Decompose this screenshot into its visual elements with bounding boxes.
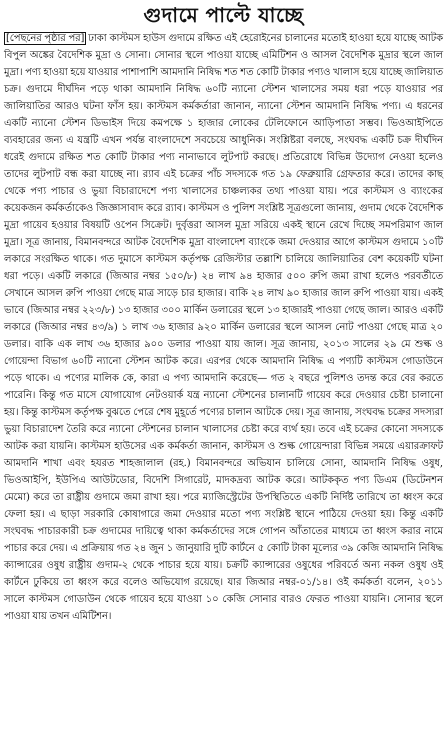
headline: গুদামে পাল্টে যাচ্ছে (143, 3, 304, 27)
article-body (4, 30, 443, 625)
article-body-text: ঢাকা কাস্টমস হাউস গুদামে রক্ষিত এই হেরোইনের চালানের মতোই হাওয়া হয়ে যাচ্ছে আটক বিপুল অঙ্কের বৈদেশিক মুদ্রা ও সোনা। সোনার স্থলে পাওয়া যাচ্ছে এমিটিশন ও আসল বৈদেশিক মুদ্রার স্থলে জাল মুদ্রা। পণ্য হাওয়া হয়ে যাওয়ার পাশাপাশি আমদানি নিষিদ্ধ শত শত কোটি টাকার পণ্যও খালাস হয়ে যাচ্ছে জালিয়াত চক্র। গুদামে দীর্ঘদিন পড়ে থাকা আমদানি নিষিদ্ধ ৬০টি ন্যানো স্টেশন খালাসের সময় ধরা পড়ে যাওয়ার পর জালিয়াতির আরও ঘটনা ফাঁস হয়। কাস্টমস কর্মকর্তারা জানান, ন্যানো স্টেশন আমদানি নিষিদ্ধ পণ্য। এ ধরনের একটি ন্যানো স্টেশন ডিভাইস দিয়ে কমপক্ষে ১ হাজার লোকের টেলিফোনে আড়িপাতা সম্ভব। ভিওআইপিতে ব্যবহারের জন্য এ যন্ত্রটি এখন পর্যন্ত বাংলাদেশে সবচেয়ে আধুনিক। সংশ্লিষ্টরা বলছে, সংঘবদ্ধ একটি চক্র দীর্ঘদিন ধরেই গুদামে রক্ষিত শত কোটি টাকার পণ্য নানাভাবে লুটপাট করছে। প্রতিরোধে বিভিন্ন উদ্যোগ নেওয়া হলেও তাদের লুটপাট বন্ধ করা যাচ্ছে না। র‌্যাব এই চক্রের পাঁচ সদস্যকে গত ১৯ ফেব্রুয়ারি গ্রেফতার করে। তাদের কাছ থেকে পণ্য পাচার ও ভুয়া বিচারাদেশে পণ্য খালাসের চাঞ্চল্যকর তথ্য পাওয়া যায়। পরে কাস্টমস ও ব্যাংকের কয়েকজন কর্মকর্তাকেও জিজ্ঞাসাবাদ করে র‌্যাব। কাস্টমস ও পুলিশ সংশ্লিষ্ট সূত্রগুলো জানায়, গুদাম থেকে বৈদেশিক মুদ্রা গায়েব হওয়ার বিষয়টি ওপেন সিক্রেট। দুর্বৃত্তরা আসল মুদ্রা সরিয়ে একই স্থানে রেখে দিচ্ছে সমপরিমাণ জাল মুদ্রা। সূত্র জানায়, বিমানবন্দরে আটক বৈদেশিক মুদ্রা বাংলাদেশ ব্যাংকে জমা দেওয়ার আগে কাস্টমস গুদামে ১০টি লকারে সংরক্ষিত থাকে। গত দুমাসে কাস্টমস কর্তৃপক্ষ রেজিস্টার তল্লাশি চালিয়ে জালিয়াতির বেশ কয়েকটি ঘটনা ধরা পড়ে। একটি লকারে (জিআর নম্বর ১৫০/৮) ২৪ লাখ ৯৪ হাজার ৫০০ রুপি জমা রাখা হলেও পরবর্তীতে সেখানে আসল রুপি পাওয়া গেছে মাত্র সাড়ে চার হাজার। বাকি ২৪ লাখ ৯০ হাজার জাল রুপি পাওয়া যায়। একই ভাবে (জিআর নম্বর ২২৩/৮) ১৩ হাজার ৩০০ মার্কিন ডলারের স্থলে ১৩ হাজারই পাওয়া গেছে জাল। আরও একটি লকারে (জিআর নম্বর ৪৩/৯) ১ লাখ ৩৬ হাজার ৯২০ মার্কিন ডলারের স্থলে আসল নোট পাওয়া গেছে মাত্র ২০ ডলার। বাকি এক লাখ ৩৬ হাজার ৯০০ ডলার পাওয়া যায় জাল। সূত্র জানায়, ২০১৩ সালের ২৯ মে শুল্ক ও গোয়েন্দা বিভাগ ৬০টি ন্যানো স্টেশন আটক করে। এরপর থেকে আমদানি নিষিদ্ধ এ পণ্যটি কাস্টমস গোডাউনে পড়ে থাকে। এ পণ্যের মালিক কে, কারা এ পণ্য আমদানি করেছে— গত ২ বছরে পুলিশও তদন্ত করে বের করতে পারেনি। কিন্তু গত মাসে যোগাযোগ নেটওয়ার্ক যন্ত্র ন্যানো স্টেশনের চালানটি গায়েব করে দেওয়ার চেষ্টা চালানো হয়। কিন্তু কাস্টমস কর্তৃপক্ষ বুঝতে পেরে শেষ মুহূর্তে পণ্যের চালান আটকে দেয়। সূত্র জানায়, সংঘবদ্ধ চক্রের সদস্যরা ভুয়া বিচারাদেশ তৈরি করে ন্যানো স্টেশনের চালান খালাসের চেষ্টা করে ব্যর্থ হয়। তবে এই চক্রের কোনো সদস্যকে আটক করা যায়নি। কাস্টমস হাউসের এক কর্মকর্তা জানান, কাস্টমস ও শুল্ক গোয়েন্দারা বিভিন্ন সময়ে এয়ারক্রাফট আমদানি শাখা এবং হযরত শাহজালাল (রহ.) বিমানবন্দরে অভিযান চালিয়ে সোনা, আমদানি নিষিদ্ধ ওষুধ, ভিওআইপি, ইউপিএ আউটডোর, বিদেশি সিগারেট, মাদকদ্রব্য আটক করে। আটককৃত পণ্য ডিএম (ডিটেনশন মেমো) করে তা রাষ্ট্রীয় গুদামে জমা রাখা হয়। পরে ম্যাজিস্ট্রেটের উপস্থিতিতে একটি নির্দিষ্ট তারিখে তা ধ্বংস করে ফেলা হয়। এ ছাড়া সরকারি কোষাগারে জমা দেওয়ার মতো পণ্য সংশ্লিষ্ট স্থানে পাঠিয়ে দেওয়া হয়। কিন্তু একটি সংঘবদ্ধ পাচারকারী চক্র গুদামের দায়িত্বে থাকা কর্মকর্তাদের সঙ্গে গোপন আঁতাতের মাধ্যমে তা ধ্বংস করার নামে পাচার করে দেয়। এ প্রক্রিয়ায় গত ২৪ জুন ১ জানুয়ারি দুটি কার্টনে ৫ কোটি টাকা মূল্যের ৩৯ কেজি আমদানি নিষিদ্ধ ক্যান্সারের ওষুধ রাষ্ট্রীয় গুদাম-২ থেকে পাচার হয়ে যায়। চক্রটি ক্যান্সারের ওষুধের পরিবর্তে অন্য নকল ওষুধ ওই কার্টনে ঢুকিয়ে তা ধ্বংস করে বলেও অভিযোগ রয়েছে। যার জিআর নম্বর-০১/১৪। ওই কর্মকর্তা বলেন, ২০১১ সালে কাস্টমস গোডাউন থেকে গায়েব হয়ে যাওয়া ১০ কেজি সোনার বারও ফেরত পাওয়া যায়নি। সোনার স্থলে পাওয়া যায় তখন এমিটিশন। (4, 33, 443, 622)
continued-from-label: [পেছনের পৃষ্ঠার পর] (6, 33, 85, 44)
